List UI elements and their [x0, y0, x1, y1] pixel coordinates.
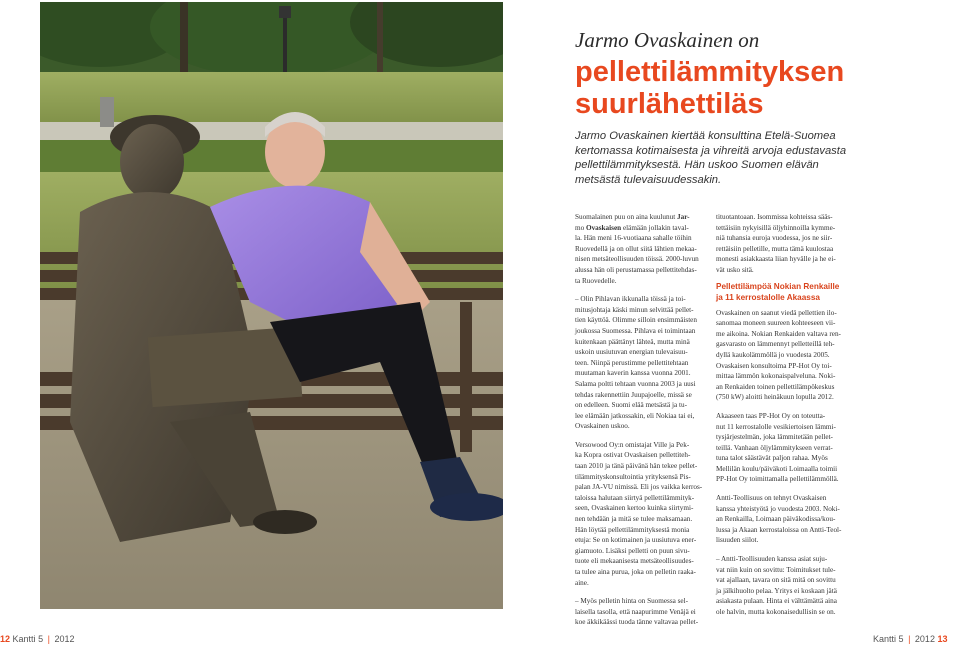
- text-line: gasvarasto on lämmennyt pelletteillä teh-: [716, 340, 835, 349]
- text-line: la. Hän meni 16-vuotiaana sahalle töihin: [575, 234, 692, 243]
- text-line: mittaa lämmön kokonaispalveluna. Noki-: [716, 372, 836, 381]
- text-line: joukossa Suomessa. Pihlava ei toimintaan: [575, 326, 696, 335]
- text-line: Ovaskainen uskoo.: [575, 422, 630, 431]
- footer-issue-right: 5: [898, 634, 904, 644]
- text-line: on edelleen. Suomi elää metsästä ja tu-: [575, 401, 687, 410]
- paragraph-gap: [716, 546, 846, 554]
- lead-line: metsästä tulevaisuudessakin.: [575, 173, 722, 186]
- text-line: Suomalainen puu on aina kuulunut Jar-: [575, 213, 690, 221]
- footer-right: [873, 634, 947, 644]
- text-line: giamuoto. Lisäksi pelletti on puun sivu-: [575, 546, 690, 555]
- text-line: etuja: Se on kotimainen ja uusiutuva ener-: [575, 536, 697, 545]
- text-line: lussa ja Akaan kerrostaloissa on Antti-Teol-: [716, 525, 842, 534]
- text-line: vat ajallaan, tavara on sitä mitä on sovittu: [716, 576, 836, 585]
- subheading-line: ja 11 kerrostalolle Akaassa: [716, 292, 820, 302]
- text-line: tien käyttöä. Olimme silloin ensimmäisten: [575, 316, 697, 325]
- text-line: palan JA-VU nimissä. Eli jos vaikka kerros-: [575, 483, 703, 492]
- footer-separator: |: [908, 634, 911, 644]
- footer-left: [0, 634, 74, 644]
- text-line: tilämmityskonsultointia yrityksensä Pis-: [575, 472, 691, 481]
- page-number-left: 12: [0, 634, 11, 644]
- text-line: mitusjohtaja käski minun selvittää pellet-: [575, 305, 694, 314]
- headline-line-2: suurlähettiläs: [575, 88, 764, 120]
- body-column-1: [575, 212, 704, 628]
- footer-year-left: 2012: [54, 634, 75, 644]
- text-line: Ruovedellä ja on ollut siitä lähtien mekaa-: [575, 244, 697, 253]
- page-number-right: 13: [937, 634, 948, 644]
- article-photo: [40, 2, 503, 609]
- text-line: monesti asiakkaasta liian hyvälle ja he ei-: [716, 255, 836, 264]
- text-line: nisen metsäteollisuuden töissä. 2000-luvun: [575, 255, 699, 264]
- text-line: PP-Hot Oy toimittamalla pellettilämmöllä.: [716, 475, 839, 484]
- footer-issue-left: 5: [38, 634, 44, 644]
- text-line: ta tulee aina purua, joka on pelletin raaka-: [575, 568, 696, 576]
- text-line: Ovaskainen on saanut viedä pellettien ilo-: [716, 308, 837, 317]
- text-line: kuitenkaan päättänyt lähteä, mutta minä: [575, 337, 690, 346]
- text-line: niä tuhansia euroja vuodessa, jos ne siir-: [716, 234, 833, 243]
- body-column-2: [716, 212, 846, 618]
- text-line: ka Kopra ostivat Ovaskaisen pellettiteh-: [575, 451, 691, 460]
- lead-line: kertomassa kotimaisesta ja vihreitä arvoja edustavasta: [575, 144, 847, 157]
- text-line: seen, Ovaskainen kertoo kuinka siirtymi-: [575, 504, 694, 513]
- text-line: rettäisiin pelletille, mutta tämä kuulostaa: [716, 244, 834, 253]
- text-line: uskoin uusiutuvan energian tulevaisuu-: [575, 348, 688, 357]
- text-line: tuna talot säästävät paljon rahaa. Myös: [716, 454, 828, 463]
- text-line: Salama poltti tehtaan vuonna 2003 ja uusi: [575, 379, 696, 388]
- footer-separator: |: [47, 634, 50, 644]
- text-line: taloissa halutaan siirtyä pellettilämmityk-: [575, 493, 695, 502]
- article-headline: [575, 56, 955, 120]
- text-line: tehdas rakennettiin Juupajoelle, missä se: [575, 390, 692, 399]
- text-line: Akaaseen taas PP-Hot Oy on toteutta-: [716, 411, 826, 420]
- text-line: Hän löytää pellettilämmityksestä monia: [575, 525, 690, 534]
- paragraph-gap: [716, 485, 846, 493]
- text-line: alussa hän oli perustamassa pellettitehdas-: [575, 265, 697, 274]
- text-line: laisella tasolla, että naapurimme Venäjä ei: [575, 607, 696, 616]
- text-line: nen tehdään ja mitä se tulee maksamaan.: [575, 515, 693, 524]
- text-line: muutaman kaverin kanssa vuonna 2001.: [575, 369, 691, 378]
- text-line: me aikoina. Nokian Renkaiden valtava ren-: [716, 329, 841, 338]
- text-line: Ovaskaisen konsultoima PP-Hot Oy toi-: [716, 361, 832, 370]
- text-line: tuote eli mekaanisesta metsäteollisuudes-: [575, 557, 694, 566]
- footer-year-right: 2012: [914, 634, 935, 644]
- text-line: ta Ruovedelle.: [575, 276, 617, 285]
- lead-line: Jarmo Ovaskainen kiertää konsulttina Etelä-Suomea: [575, 130, 836, 142]
- text-line: Antti-Teollisuus on tehnyt Ovaskaisen: [716, 494, 827, 503]
- text-line: Mellilän koulu/päiväkoti Loimaalla toimii: [716, 464, 838, 473]
- text-line: – Antti-Teollisuuden kanssa asiat suju-: [716, 555, 828, 564]
- paragraph-gap: [575, 286, 704, 294]
- article-lead: [575, 129, 945, 187]
- text-line: an Renkaiden toinen pellettilämpökeskus: [716, 382, 835, 391]
- paragraph-gap: [716, 403, 846, 411]
- text-line: an Renkailla, Loimaan päiväkodissa/kou-: [716, 515, 836, 524]
- paragraph-gap: [575, 588, 704, 596]
- text-line: dyllä kaukolämmöllä jo vuodesta 2005.: [716, 350, 830, 359]
- text-line: tettäisiin nykyisillä öljyhinnoilla kymme-: [716, 223, 836, 232]
- text-line: Versowood Oy:n omistajat Ville ja Pek-: [575, 440, 690, 449]
- text-line: teillä. Vanhaan öljylämmitykseen verrat-: [716, 443, 833, 452]
- text-line: tituotantoaan. Isommissa kohteissa sääs-: [716, 213, 833, 221]
- text-line: – Myös pelletin hinta on Suomessa sel-: [575, 597, 688, 606]
- text-line: teen. Niinpä perustimme pellettitehtaan: [575, 358, 689, 367]
- text-line: aine.: [575, 578, 589, 587]
- text-line: vat niin kuin on sovittu: Toimitukset tule-: [716, 565, 836, 574]
- text-line: vät usko sitä.: [716, 265, 754, 274]
- text-line: ole halvin, mutta kokonaisedullisin se on.: [716, 608, 836, 616]
- text-line: kanssa yhteistyötä jo vuodesta 2003. Noki-: [716, 504, 840, 513]
- text-line: asiakasta pulaan. Hinta ei välttämättä aina: [716, 597, 837, 606]
- footer-magazine-left: Kantti: [12, 634, 36, 644]
- footer-magazine-right: Kantti: [873, 634, 897, 644]
- text-line: taan 2010 ja tänä päivänä hän tekee pellet-: [575, 462, 698, 471]
- text-line: nut 11 kerrostalolle vesikiertoisen lämmi-: [716, 422, 836, 431]
- text-line: lee elämään jatkossakin, eli Nokiaa tai ei,: [575, 411, 695, 420]
- subheading-line: Pellettilämpöä Nokian Renkaille: [716, 281, 840, 291]
- headline-line-1: pellettilämmityksen: [575, 56, 845, 88]
- text-line: koe äkkikäässi tuoda tänne valtavaa pellet-: [575, 618, 699, 627]
- text-line: lisuuden siilot.: [716, 536, 759, 545]
- lead-line: pellettilämmityksestä. Hän uskoo Suomen elävän: [575, 159, 819, 172]
- text-line: mo Ovaskaisen elämään jollakin taval-: [575, 223, 689, 232]
- article-kicker: Jarmo Ovaskainen on: [575, 28, 760, 52]
- text-line: sanomaa moneen suureen kohteeseen vii-: [716, 319, 836, 328]
- paragraph-gap: [575, 432, 704, 440]
- text-line: – Olin Pihlavan ikkunalla töissä ja toi-: [575, 295, 686, 304]
- text-line: ja jälkihuolto pelaa. Yritys ei koskaan jätä: [716, 586, 837, 595]
- text-line: tysjärjestelmän, joka lämmitetään pellet-: [716, 433, 833, 442]
- text-line: (750 kW) aloitti heinäkuun lopulla 2012.: [716, 393, 834, 402]
